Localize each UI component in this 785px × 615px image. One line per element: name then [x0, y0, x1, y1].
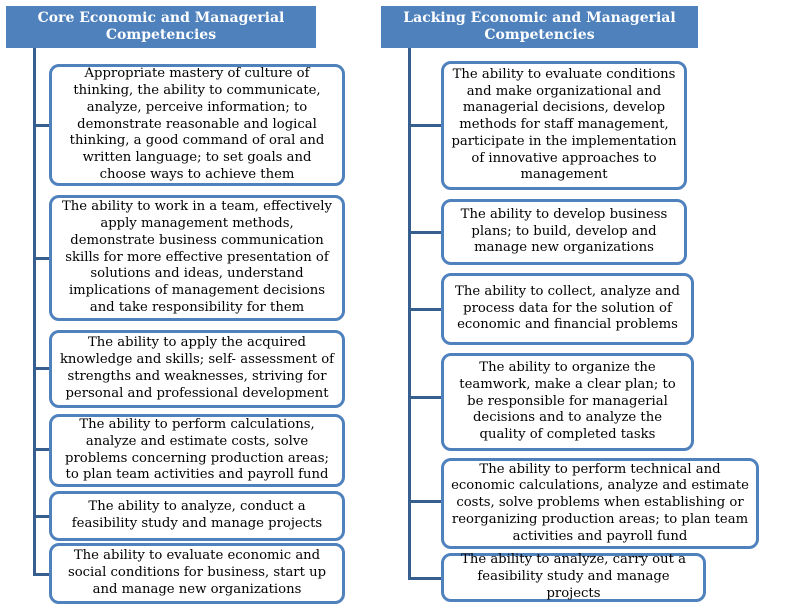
right-connector	[408, 231, 442, 234]
right-competency-box: The ability to evaluate conditions and make organizational and managerial decisions, develop methods for staff management, participate in the implementation of innovative approaches to management	[441, 61, 687, 190]
left-competency-box: The ability to evaluate economic and social conditions for business, start up and manage new organizations	[49, 543, 345, 604]
left-connector	[33, 573, 50, 576]
left-competency-box: The ability to work in a team, effectively apply management methods, demonstrate business communication skills for more effective presentation of solutions and ideas, understand implications of management decisions and take responsibility for them	[49, 195, 345, 321]
right-competency-box: The ability to develop business plans; to build, develop and manage new organizations	[441, 199, 687, 265]
right-connector	[408, 308, 442, 311]
right-competency-box: The ability to analyze, carry out a feasibility study and manage projects	[441, 553, 706, 602]
left-connector	[33, 257, 50, 260]
left-competency-box: The ability to analyze, conduct a feasibility study and manage projects	[49, 491, 345, 541]
left-column-header: Core Economic and Managerial Competencies	[6, 6, 316, 48]
left-competency-box: The ability to perform calculations, analyze and estimate costs, solve problems concerning production areas; to plan team activities and payroll fund	[49, 414, 345, 487]
right-competency-box: The ability to organize the teamwork, make a clear plan; to be responsible for managerial decisions and to analyze the quality of completed tasks	[441, 353, 694, 451]
right-connector	[408, 124, 442, 127]
right-connector	[408, 577, 442, 580]
left-connector	[33, 124, 50, 127]
left-connector	[33, 448, 50, 451]
left-connector	[33, 367, 50, 370]
right-competency-box: The ability to perform technical and economic calculations, analyze and estimate costs, solve problems when establishing or reorganizing production areas; to plan team activities and payroll fund	[441, 458, 759, 549]
right-competency-box: The ability to collect, analyze and process data for the solution of economic and financial problems	[441, 273, 694, 345]
left-competency-box: The ability to apply the acquired knowledge and skills; self- assessment of strengths and weaknesses, striving for personal and professional development	[49, 330, 345, 408]
right-connector	[408, 500, 442, 503]
left-competency-box: Appropriate mastery of culture of thinking, the ability to communicate, analyze, perceive information; to demonstrate reasonable and logical thinking, a good command of oral and written language; to set goals and choose ways to achieve them	[49, 64, 345, 186]
right-connector	[408, 396, 442, 399]
left-column-spine	[33, 48, 36, 575]
right-column-header: Lacking Economic and Managerial Competencies	[381, 6, 698, 48]
left-connector	[33, 515, 50, 518]
